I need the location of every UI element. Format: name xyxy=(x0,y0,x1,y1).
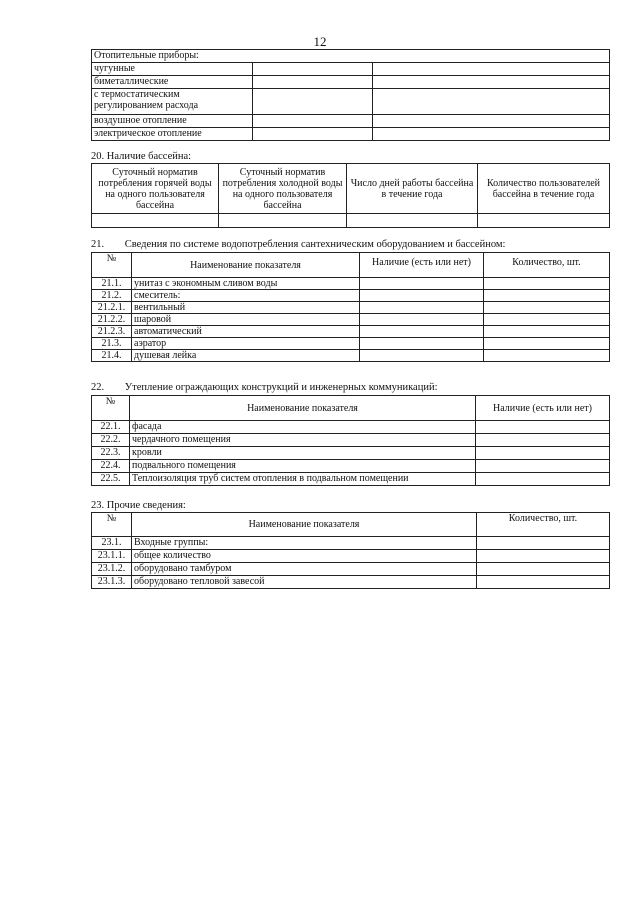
pool-header: Суточный норматив потребления холодной воды на одного пользователя бассейна xyxy=(219,164,347,214)
section-23-title: 23. Прочие сведения: xyxy=(91,500,186,511)
heating-row: воздушное отопление xyxy=(92,115,253,128)
table-row: 21.2.3. автоматический xyxy=(92,326,610,338)
heating-row: электрическое отопление xyxy=(92,128,253,141)
plumbing-header-name: Наименование показателя xyxy=(132,253,360,278)
table-row: 21.1. унитаз с экономным сливом воды xyxy=(92,278,610,290)
table-row: 21.2.2. шаровой xyxy=(92,314,610,326)
insulation-header-presence: Наличие (есть или нет) xyxy=(476,396,610,421)
table-row: 22.2. чердачного помещения xyxy=(92,434,610,447)
insulation-header-name: Наименование показателя xyxy=(130,396,476,421)
section-21-text: Сведения по системе водопотребления сантехническим оборудованием и бассейном: xyxy=(124,239,506,250)
insulation-table xyxy=(91,395,610,486)
table-row: 22.5. Теплоизоляция труб систем отопления в подвальном помещении xyxy=(92,473,610,486)
other-table xyxy=(91,512,610,589)
other-header-count: Количество, шт. xyxy=(477,513,610,537)
pool-table xyxy=(91,163,610,228)
section-22-number: 22. xyxy=(91,382,105,393)
table-row: 22.4. подвального помещения xyxy=(92,460,610,473)
pool-header: Количество пользователей бассейна в течение года xyxy=(478,164,610,214)
section-21-number: 21. xyxy=(91,239,105,250)
page-number: 12 xyxy=(313,34,327,49)
section-22-text: Утепление ограждающих конструкций и инженерных коммуникаций: xyxy=(124,382,438,393)
section-22-title xyxy=(91,382,438,393)
section-20-title: 20. Наличие бассейна: xyxy=(91,151,192,162)
table-row: 22.3. кровли xyxy=(92,447,610,460)
table-row: 21.2. смеситель: xyxy=(92,290,610,302)
table-row: 23.1.1. общее количество xyxy=(92,550,610,563)
heating-row: Отопительные приборы: xyxy=(92,50,610,63)
table-row: 22.1. фасада xyxy=(92,421,610,434)
table-row: 23.1.3. оборудовано тепловой завесой xyxy=(92,576,610,589)
insulation-header-num: № xyxy=(92,396,130,421)
table-row: 21.2.1. вентильный xyxy=(92,302,610,314)
table-row: 21.4. душевая лейка xyxy=(92,350,610,362)
plumbing-header-num: № xyxy=(92,253,132,278)
other-header-num: № xyxy=(92,513,132,537)
pool-header: Число дней работы бассейна в течение года xyxy=(347,164,478,214)
plumbing-table xyxy=(91,252,610,362)
table-row: 23.1. Входные группы: xyxy=(92,537,610,550)
pool-header: Суточный норматив потребления горячей воды на одного пользователя бассейна xyxy=(92,164,219,214)
plumbing-header-presence: Наличие (есть или нет) xyxy=(360,253,484,278)
heating-table xyxy=(91,49,610,141)
heating-row: биметаллические xyxy=(92,76,253,89)
plumbing-header-count: Количество, шт. xyxy=(484,253,610,278)
table-row: 23.1.2. оборудовано тамбуром xyxy=(92,563,610,576)
other-header-name: Наименование показателя xyxy=(132,513,477,537)
section-21-title xyxy=(91,239,505,250)
heating-row: с термостатическим регулированием расхода xyxy=(92,89,253,115)
table-row: 21.3. аэратор xyxy=(92,338,610,350)
heating-row: чугунные xyxy=(92,63,253,76)
